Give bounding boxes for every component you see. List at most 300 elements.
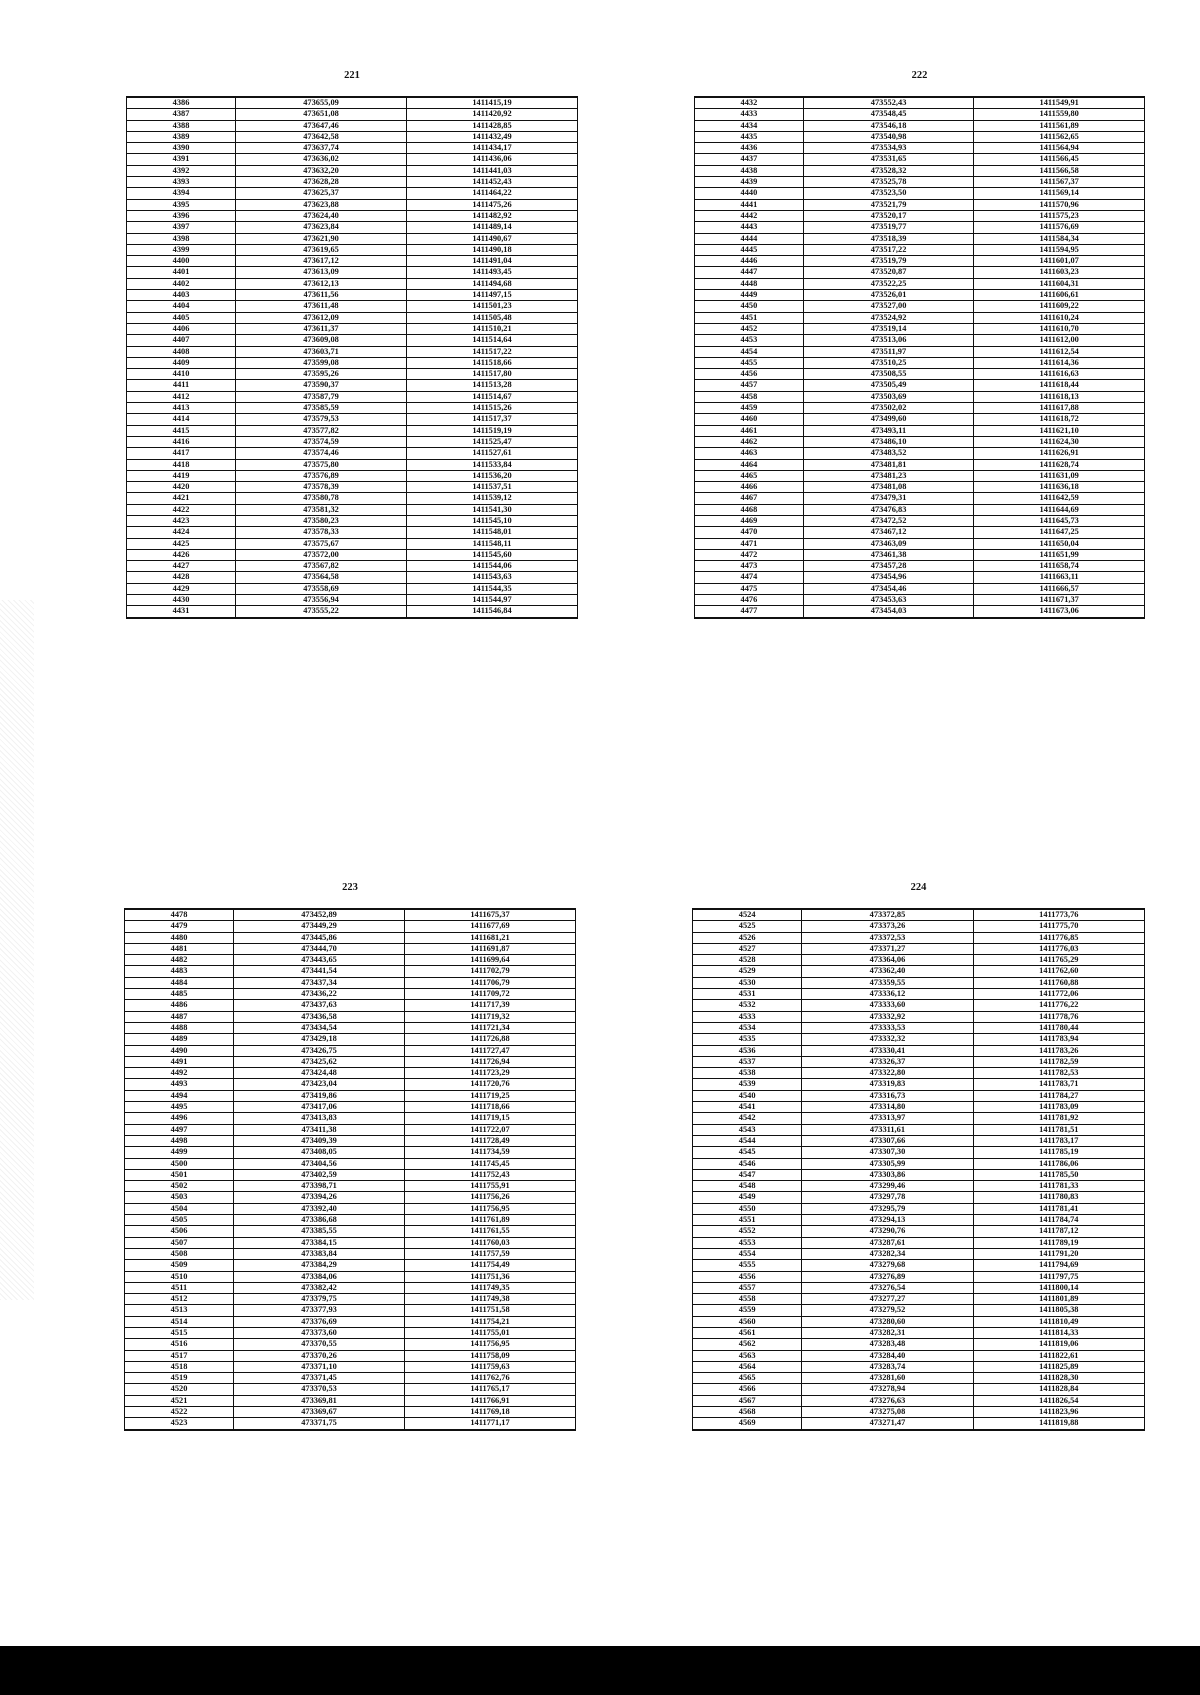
point-number-cell: 4411 [127, 380, 236, 391]
y-coordinate-cell: 1411677,69 [405, 921, 576, 932]
y-coordinate-cell: 1411819,06 [973, 1339, 1144, 1350]
x-coordinate-cell: 473632,20 [236, 165, 407, 176]
y-coordinate-cell: 1411784,27 [973, 1090, 1144, 1101]
x-coordinate-cell: 473424,48 [234, 1068, 405, 1079]
y-coordinate-cell: 1411769,18 [405, 1407, 576, 1418]
x-coordinate-cell: 473612,13 [236, 278, 407, 289]
x-coordinate-cell: 473404,56 [234, 1158, 405, 1169]
x-coordinate-cell: 473572,00 [236, 549, 407, 560]
y-coordinate-cell: 1411517,37 [407, 414, 578, 425]
y-coordinate-cell: 1411785,19 [973, 1147, 1144, 1158]
point-number-cell: 4527 [693, 943, 802, 954]
point-number-cell: 4427 [127, 561, 236, 572]
table-row [693, 1395, 1145, 1406]
point-number-cell: 4466 [695, 482, 804, 493]
y-coordinate-cell: 1411785,50 [973, 1169, 1144, 1180]
table-row [127, 188, 578, 199]
y-coordinate-cell: 1411617,88 [974, 403, 1145, 414]
table-row [693, 1361, 1145, 1372]
table-row [693, 1068, 1145, 1079]
x-coordinate-cell: 473481,81 [803, 459, 974, 470]
y-coordinate-cell: 1411814,33 [973, 1327, 1144, 1338]
x-coordinate-cell: 473303,86 [802, 1169, 973, 1180]
table-row [695, 357, 1145, 368]
x-coordinate-cell: 473628,28 [236, 177, 407, 188]
point-number-cell: 4470 [695, 527, 804, 538]
x-coordinate-cell: 473370,26 [234, 1350, 405, 1361]
point-number-cell: 4475 [695, 583, 804, 594]
y-coordinate-cell: 1411783,17 [973, 1135, 1144, 1146]
table-row [125, 1316, 576, 1327]
x-coordinate-cell: 473364,06 [802, 955, 973, 966]
y-coordinate-cell: 1411794,69 [973, 1260, 1144, 1271]
point-number-cell: 4492 [125, 1068, 234, 1079]
point-number-cell: 4545 [693, 1147, 802, 1158]
point-number-cell: 4420 [127, 482, 236, 493]
table-row [125, 1079, 576, 1090]
table-row [693, 1226, 1145, 1237]
y-coordinate-cell: 1411819,88 [973, 1418, 1144, 1430]
x-coordinate-cell: 473461,38 [803, 549, 974, 560]
x-coordinate-cell: 473621,90 [236, 233, 407, 244]
point-number-cell: 4521 [125, 1395, 234, 1406]
y-coordinate-cell: 1411612,00 [974, 335, 1145, 346]
y-coordinate-cell: 1411490,67 [407, 233, 578, 244]
y-coordinate-cell: 1411797,75 [973, 1271, 1144, 1282]
x-coordinate-cell: 473520,87 [803, 267, 974, 278]
y-coordinate-cell: 1411783,26 [973, 1045, 1144, 1056]
point-number-cell: 4413 [127, 403, 236, 414]
table-row [693, 1237, 1145, 1248]
y-coordinate-cell: 1411631,09 [974, 470, 1145, 481]
table-row [125, 1068, 576, 1079]
y-coordinate-cell: 1411544,06 [407, 561, 578, 572]
x-coordinate-cell: 473574,46 [236, 448, 407, 459]
x-coordinate-cell: 473454,03 [803, 606, 974, 618]
point-number-cell: 4495 [125, 1102, 234, 1113]
table-row [695, 120, 1145, 131]
y-coordinate-cell: 1411756,95 [405, 1203, 576, 1214]
point-number-cell: 4533 [693, 1011, 802, 1022]
y-coordinate-cell: 1411475,26 [407, 199, 578, 210]
y-coordinate-cell: 1411566,58 [974, 165, 1145, 176]
table-row [127, 165, 578, 176]
y-coordinate-cell: 1411610,70 [974, 323, 1145, 334]
point-number-cell: 4544 [693, 1135, 802, 1146]
table-row [125, 1226, 576, 1237]
table-row [693, 1011, 1145, 1022]
x-coordinate-cell: 473437,63 [234, 1000, 405, 1011]
coordinates-table [124, 908, 576, 1431]
table-row [695, 561, 1145, 572]
x-coordinate-cell: 473402,59 [234, 1169, 405, 1180]
x-coordinate-cell: 473617,12 [236, 256, 407, 267]
point-number-cell: 4552 [693, 1226, 802, 1237]
x-coordinate-cell: 473528,32 [803, 165, 974, 176]
table-row [125, 1237, 576, 1248]
table-row [127, 131, 578, 142]
point-number-cell: 4489 [125, 1034, 234, 1045]
point-number-cell: 4452 [695, 323, 804, 334]
table-row [695, 391, 1145, 402]
y-coordinate-cell: 1411515,26 [407, 403, 578, 414]
table-row [127, 538, 578, 549]
x-coordinate-cell: 473284,40 [802, 1350, 973, 1361]
x-coordinate-cell: 473314,80 [802, 1102, 973, 1113]
table-row [127, 233, 578, 244]
x-coordinate-cell: 473636,02 [236, 154, 407, 165]
x-coordinate-cell: 473299,46 [802, 1181, 973, 1192]
y-coordinate-cell: 1411644,69 [974, 504, 1145, 515]
y-coordinate-cell: 1411618,44 [974, 380, 1145, 391]
table-row [125, 1215, 576, 1226]
table-row [693, 1215, 1145, 1226]
x-coordinate-cell: 473443,65 [234, 955, 405, 966]
table-row [127, 425, 578, 436]
point-number-cell: 4539 [693, 1079, 802, 1090]
point-number-cell: 4484 [125, 977, 234, 988]
table-row [125, 1395, 576, 1406]
table-row [127, 561, 578, 572]
point-number-cell: 4433 [695, 109, 804, 120]
y-coordinate-cell: 1411791,20 [973, 1248, 1144, 1259]
point-number-cell: 4485 [125, 989, 234, 1000]
x-coordinate-cell: 473281,60 [802, 1373, 973, 1384]
table-row [695, 606, 1145, 618]
x-coordinate-cell: 473278,94 [802, 1384, 973, 1395]
y-coordinate-cell: 1411826,54 [973, 1395, 1144, 1406]
table-row [695, 233, 1145, 244]
x-coordinate-cell: 473271,47 [802, 1418, 973, 1430]
point-number-cell: 4432 [695, 97, 804, 109]
y-coordinate-cell: 1411432,49 [407, 131, 578, 142]
x-coordinate-cell: 473637,74 [236, 143, 407, 154]
y-coordinate-cell: 1411494,68 [407, 278, 578, 289]
point-number-cell: 4419 [127, 470, 236, 481]
point-number-cell: 4476 [695, 595, 804, 606]
table-row [127, 143, 578, 154]
y-coordinate-cell: 1411784,74 [973, 1215, 1144, 1226]
table-row [695, 301, 1145, 312]
table-row [693, 1294, 1145, 1305]
x-coordinate-cell: 473575,67 [236, 538, 407, 549]
y-coordinate-cell: 1411781,51 [973, 1124, 1144, 1135]
x-coordinate-cell: 473564,58 [236, 572, 407, 583]
y-coordinate-cell: 1411636,18 [974, 482, 1145, 493]
y-coordinate-cell: 1411709,72 [405, 989, 576, 1000]
x-coordinate-cell: 473519,14 [803, 323, 974, 334]
point-number-cell: 4407 [127, 335, 236, 346]
y-coordinate-cell: 1411766,91 [405, 1395, 576, 1406]
y-coordinate-cell: 1411775,70 [973, 921, 1144, 932]
table-row [695, 549, 1145, 560]
y-coordinate-cell: 1411537,51 [407, 482, 578, 493]
y-coordinate-cell: 1411536,20 [407, 470, 578, 481]
y-coordinate-cell: 1411545,10 [407, 515, 578, 526]
y-coordinate-cell: 1411719,15 [405, 1113, 576, 1124]
point-number-cell: 4460 [695, 414, 804, 425]
y-coordinate-cell: 1411673,06 [974, 606, 1145, 618]
table-row [695, 527, 1145, 538]
table-row [127, 482, 578, 493]
table-row [125, 1158, 576, 1169]
x-coordinate-cell: 473371,10 [234, 1361, 405, 1372]
x-coordinate-cell: 473519,77 [803, 222, 974, 233]
point-number-cell: 4440 [695, 188, 804, 199]
table-row [127, 199, 578, 210]
y-coordinate-cell: 1411718,66 [405, 1102, 576, 1113]
table-row [695, 515, 1145, 526]
y-coordinate-cell: 1411758,09 [405, 1350, 576, 1361]
y-coordinate-cell: 1411828,30 [973, 1373, 1144, 1384]
x-coordinate-cell: 473297,78 [802, 1192, 973, 1203]
x-coordinate-cell: 473276,89 [802, 1271, 973, 1282]
y-coordinate-cell: 1411575,23 [974, 210, 1145, 221]
table-row [127, 278, 578, 289]
point-number-cell: 4417 [127, 448, 236, 459]
x-coordinate-cell: 473623,84 [236, 222, 407, 233]
x-coordinate-cell: 473437,34 [234, 977, 405, 988]
point-number-cell: 4566 [693, 1384, 802, 1395]
point-number-cell: 4537 [693, 1056, 802, 1067]
table-row [693, 1056, 1145, 1067]
point-number-cell: 4563 [693, 1350, 802, 1361]
y-coordinate-cell: 1411559,80 [974, 109, 1145, 120]
point-number-cell: 4529 [693, 966, 802, 977]
x-coordinate-cell: 473373,26 [802, 921, 973, 932]
y-coordinate-cell: 1411759,63 [405, 1361, 576, 1372]
table-row [125, 1135, 576, 1146]
page-number: 223 [342, 882, 358, 893]
x-coordinate-cell: 473316,73 [802, 1090, 973, 1101]
table-row [695, 595, 1145, 606]
x-coordinate-cell: 473417,06 [234, 1102, 405, 1113]
y-coordinate-cell: 1411624,30 [974, 436, 1145, 447]
x-coordinate-cell: 473277,27 [802, 1294, 973, 1305]
table-row [125, 1248, 576, 1259]
table-row [693, 1260, 1145, 1271]
x-coordinate-cell: 473373,60 [234, 1327, 405, 1338]
point-number-cell: 4493 [125, 1079, 234, 1090]
x-coordinate-cell: 473287,61 [802, 1237, 973, 1248]
y-coordinate-cell: 1411533,84 [407, 459, 578, 470]
x-coordinate-cell: 473612,09 [236, 312, 407, 323]
point-number-cell: 4429 [127, 583, 236, 594]
table-row [127, 301, 578, 312]
x-coordinate-cell: 473290,76 [802, 1226, 973, 1237]
point-number-cell: 4491 [125, 1056, 234, 1067]
x-coordinate-cell: 473531,65 [803, 154, 974, 165]
y-coordinate-cell: 1411510,21 [407, 323, 578, 334]
point-number-cell: 4501 [125, 1169, 234, 1180]
x-coordinate-cell: 473332,32 [802, 1034, 973, 1045]
table-row [695, 278, 1145, 289]
y-coordinate-cell: 1411517,22 [407, 346, 578, 357]
point-number-cell: 4444 [695, 233, 804, 244]
point-number-cell: 4428 [127, 572, 236, 583]
x-coordinate-cell: 473555,22 [236, 606, 407, 618]
point-number-cell: 4425 [127, 538, 236, 549]
x-coordinate-cell: 473392,40 [234, 1203, 405, 1214]
y-coordinate-cell: 1411436,06 [407, 154, 578, 165]
x-coordinate-cell: 473520,17 [803, 210, 974, 221]
table-row [693, 1113, 1145, 1124]
y-coordinate-cell: 1411584,34 [974, 233, 1145, 244]
x-coordinate-cell: 473307,66 [802, 1135, 973, 1146]
x-coordinate-cell: 473578,33 [236, 527, 407, 538]
x-coordinate-cell: 473599,08 [236, 357, 407, 368]
table-row [695, 312, 1145, 323]
y-coordinate-cell: 1411756,26 [405, 1192, 576, 1203]
table-row [695, 369, 1145, 380]
point-number-cell: 4555 [693, 1260, 802, 1271]
point-number-cell: 4430 [127, 595, 236, 606]
point-number-cell: 4536 [693, 1045, 802, 1056]
y-coordinate-cell: 1411452,43 [407, 177, 578, 188]
table-row [125, 1169, 576, 1180]
point-number-cell: 4483 [125, 966, 234, 977]
table-row [125, 1407, 576, 1418]
x-coordinate-cell: 473567,82 [236, 561, 407, 572]
table-row [127, 515, 578, 526]
table-row [693, 1316, 1145, 1327]
point-number-cell: 4568 [693, 1407, 802, 1418]
table-row [693, 1000, 1145, 1011]
point-number-cell: 4567 [693, 1395, 802, 1406]
y-coordinate-cell: 1411525,47 [407, 436, 578, 447]
table-row [695, 154, 1145, 165]
table-row [125, 1034, 576, 1045]
y-coordinate-cell: 1411482,92 [407, 210, 578, 221]
x-coordinate-cell: 473294,13 [802, 1215, 973, 1226]
point-number-cell: 4543 [693, 1124, 802, 1135]
table-row [693, 989, 1145, 1000]
table-row [125, 966, 576, 977]
point-number-cell: 4541 [693, 1102, 802, 1113]
x-coordinate-cell: 473441,54 [234, 966, 405, 977]
y-coordinate-cell: 1411722,07 [405, 1124, 576, 1135]
x-coordinate-cell: 473502,02 [803, 403, 974, 414]
table-row [695, 470, 1145, 481]
y-coordinate-cell: 1411539,12 [407, 493, 578, 504]
y-coordinate-cell: 1411428,85 [407, 120, 578, 131]
point-number-cell: 4421 [127, 493, 236, 504]
point-number-cell: 4550 [693, 1203, 802, 1214]
x-coordinate-cell: 473371,45 [234, 1373, 405, 1384]
table-row [693, 1034, 1145, 1045]
y-coordinate-cell: 1411663,11 [974, 572, 1145, 583]
x-coordinate-cell: 473336,12 [802, 989, 973, 1000]
point-number-cell: 4443 [695, 222, 804, 233]
coordinates-table [692, 908, 1145, 1431]
table-row [693, 1124, 1145, 1135]
point-number-cell: 4465 [695, 470, 804, 481]
point-number-cell: 4406 [127, 323, 236, 334]
table-row [695, 222, 1145, 233]
table-row [693, 1102, 1145, 1113]
y-coordinate-cell: 1411566,45 [974, 154, 1145, 165]
x-coordinate-cell: 473276,63 [802, 1395, 973, 1406]
point-number-cell: 4468 [695, 504, 804, 515]
x-coordinate-cell: 473426,75 [234, 1045, 405, 1056]
y-coordinate-cell: 1411706,79 [405, 977, 576, 988]
point-number-cell: 4522 [125, 1407, 234, 1418]
table-row [125, 1305, 576, 1316]
x-coordinate-cell: 473476,83 [803, 504, 974, 515]
table-row [695, 323, 1145, 334]
y-coordinate-cell: 1411628,74 [974, 459, 1145, 470]
y-coordinate-cell: 1411681,21 [405, 932, 576, 943]
x-coordinate-cell: 473625,37 [236, 188, 407, 199]
point-number-cell: 4509 [125, 1260, 234, 1271]
point-number-cell: 4398 [127, 233, 236, 244]
x-coordinate-cell: 473642,58 [236, 131, 407, 142]
y-coordinate-cell: 1411810,49 [973, 1316, 1144, 1327]
point-number-cell: 4446 [695, 256, 804, 267]
x-coordinate-cell: 473457,28 [803, 561, 974, 572]
x-coordinate-cell: 473319,83 [802, 1079, 973, 1090]
point-number-cell: 4557 [693, 1282, 802, 1293]
point-number-cell: 4456 [695, 369, 804, 380]
point-number-cell: 4517 [125, 1350, 234, 1361]
x-coordinate-cell: 473493,11 [803, 425, 974, 436]
table-row [125, 1418, 576, 1430]
x-coordinate-cell: 473611,37 [236, 323, 407, 334]
x-coordinate-cell: 473556,94 [236, 595, 407, 606]
point-number-cell: 4510 [125, 1271, 234, 1282]
table-row [127, 504, 578, 515]
point-number-cell: 4551 [693, 1215, 802, 1226]
table-row [693, 1407, 1145, 1418]
y-coordinate-cell: 1411569,14 [974, 188, 1145, 199]
table-row [125, 1260, 576, 1271]
point-number-cell: 4434 [695, 120, 804, 131]
x-coordinate-cell: 473463,09 [803, 538, 974, 549]
table-row [695, 572, 1145, 583]
point-number-cell: 4505 [125, 1215, 234, 1226]
y-coordinate-cell: 1411647,25 [974, 527, 1145, 538]
point-number-cell: 4547 [693, 1169, 802, 1180]
table-row [127, 244, 578, 255]
y-coordinate-cell: 1411762,60 [973, 966, 1144, 977]
x-coordinate-cell: 473534,93 [803, 143, 974, 154]
x-coordinate-cell: 473385,55 [234, 1226, 405, 1237]
point-number-cell: 4514 [125, 1316, 234, 1327]
point-number-cell: 4410 [127, 369, 236, 380]
x-coordinate-cell: 473580,23 [236, 515, 407, 526]
table-row [127, 222, 578, 233]
y-coordinate-cell: 1411650,04 [974, 538, 1145, 549]
y-coordinate-cell: 1411609,22 [974, 301, 1145, 312]
point-number-cell: 4503 [125, 1192, 234, 1203]
point-number-cell: 4565 [693, 1373, 802, 1384]
x-coordinate-cell: 473436,22 [234, 989, 405, 1000]
point-number-cell: 4549 [693, 1192, 802, 1203]
table-row [693, 1248, 1145, 1259]
table-row [127, 256, 578, 267]
point-number-cell: 4401 [127, 267, 236, 278]
table-row [127, 154, 578, 165]
y-coordinate-cell: 1411734,59 [405, 1147, 576, 1158]
y-coordinate-cell: 1411780,44 [973, 1022, 1144, 1033]
x-coordinate-cell: 473467,12 [803, 527, 974, 538]
y-coordinate-cell: 1411594,95 [974, 244, 1145, 255]
y-coordinate-cell: 1411801,89 [973, 1294, 1144, 1305]
x-coordinate-cell: 473376,69 [234, 1316, 405, 1327]
x-coordinate-cell: 473326,37 [802, 1056, 973, 1067]
point-number-cell: 4562 [693, 1339, 802, 1350]
y-coordinate-cell: 1411751,58 [405, 1305, 576, 1316]
